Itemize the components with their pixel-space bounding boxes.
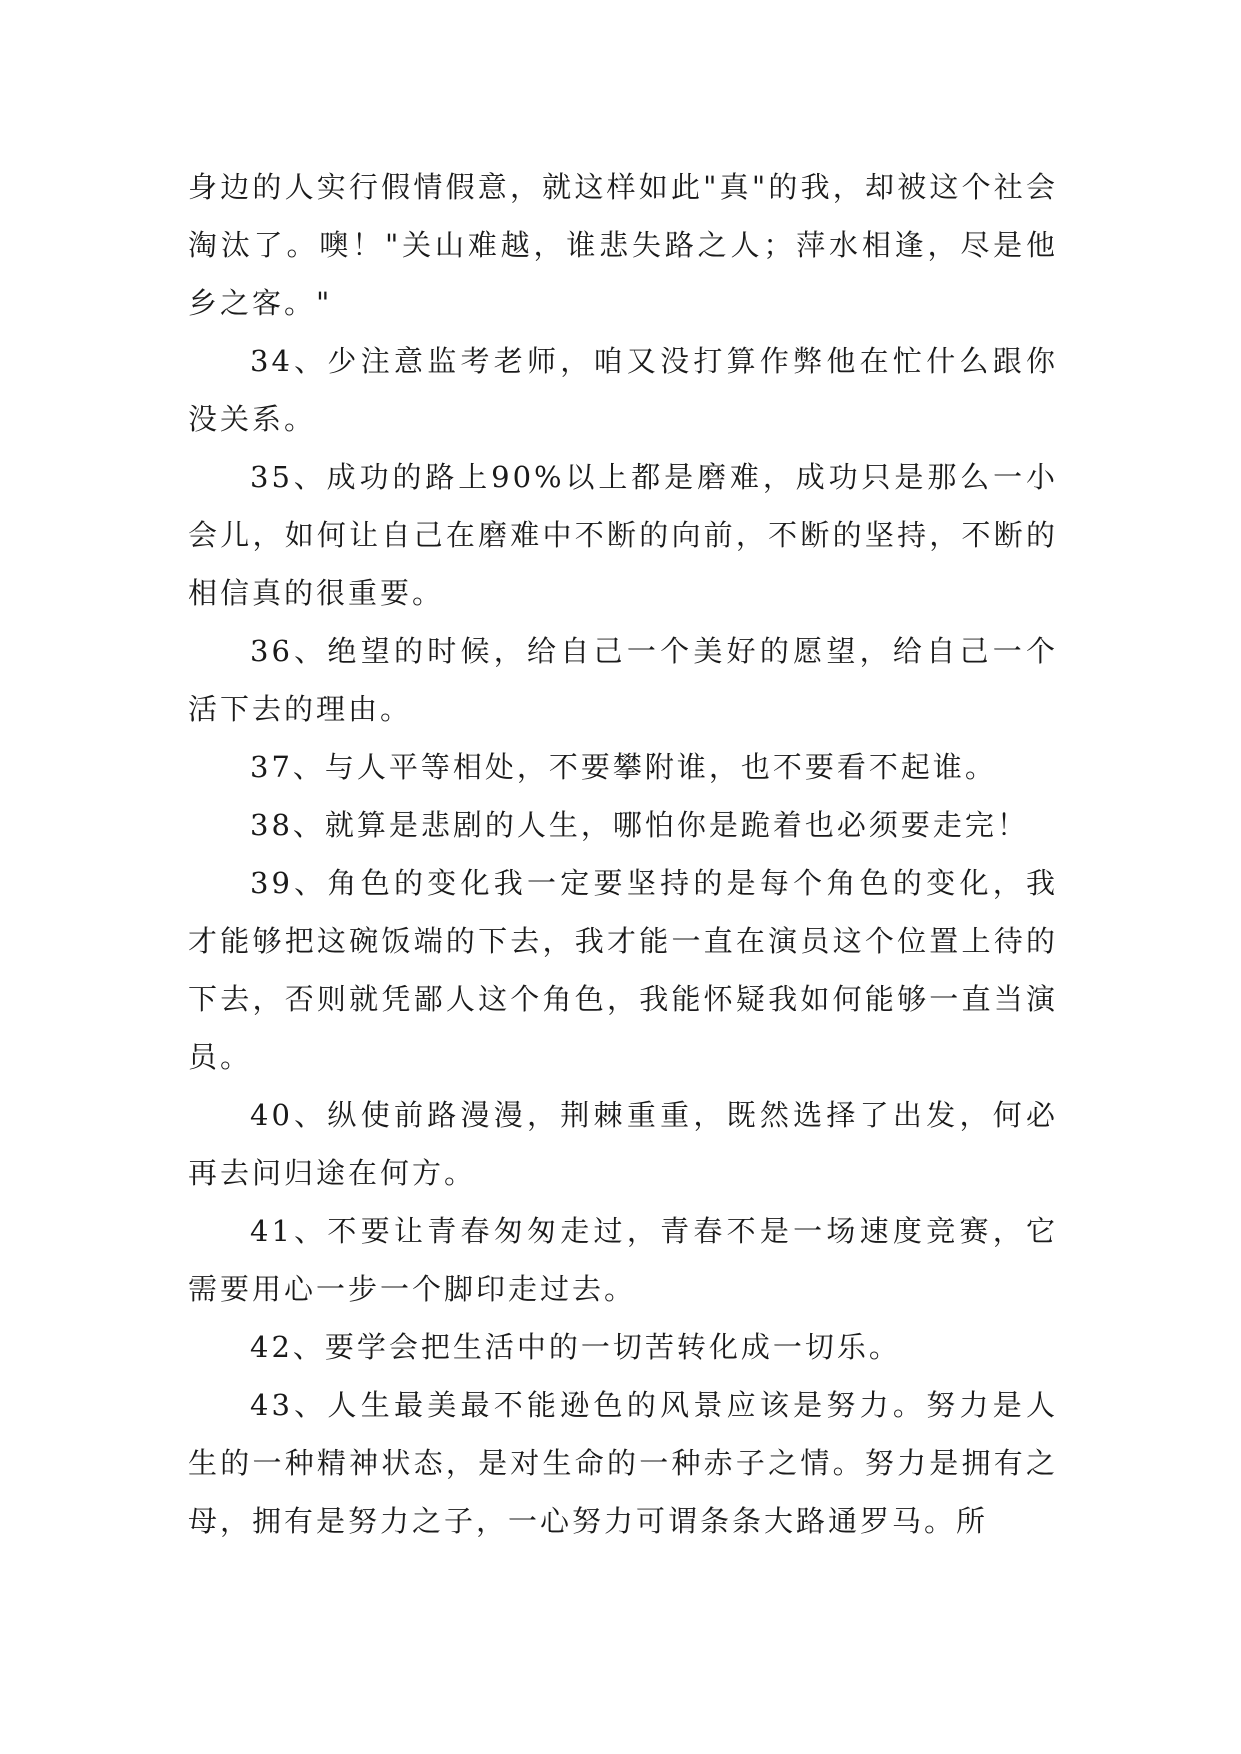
paragraph-38: 38、就算是悲剧的人生，哪怕你是跪着也必须要走完！ bbox=[250, 808, 1029, 842]
paragraph-42: 42、要学会把生活中的一切苦转化成一切乐。 bbox=[250, 1330, 901, 1364]
paragraph-continuation: 身边的人实行假情假意，就这样如此"真"的我，却被这个社会淘汰了。噢！"关山难越，谁悲失路之人；萍水相逢，尽是他乡之客。" bbox=[188, 170, 1058, 320]
document-body bbox=[188, 158, 1058, 1550]
paragraph-40: 40、纵使前路漫漫，荆棘重重，既然选择了出发，何必再去问归途在何方。 bbox=[188, 1098, 1058, 1190]
paragraph-36: 36、绝望的时候，给自己一个美好的愿望，给自己一个活下去的理由。 bbox=[188, 634, 1058, 726]
paragraph-41: 41、不要让青春匆匆走过，青春不是一场速度竞赛，它需要用心一步一个脚印走过去。 bbox=[188, 1214, 1058, 1306]
paragraph-35: 35、成功的路上90%以上都是磨难，成功只是那么一小会儿，如何让自己在磨难中不断的向前，不断的坚持，不断的相信真的很重要。 bbox=[188, 460, 1058, 610]
paragraph-39: 39、角色的变化我一定要坚持的是每个角色的变化，我才能够把这碗饭端的下去，我才能一直在演员这个位置上待的下去，否则就凭鄙人这个角色，我能怀疑我如何能够一直当演员。 bbox=[188, 866, 1058, 1074]
paragraph-37: 37、与人平等相处，不要攀附谁，也不要看不起谁。 bbox=[250, 750, 997, 784]
paragraph-34: 34、少注意监考老师，咱又没打算作弊他在忙什么跟你没关系。 bbox=[188, 344, 1058, 436]
paragraph-43: 43、人生最美最不能逊色的风景应该是努力。努力是人生的一种精神状态，是对生命的一种赤子之情。努力是拥有之母，拥有是努力之子，一心努力可谓条条大路通罗马。所 bbox=[188, 1388, 1058, 1538]
